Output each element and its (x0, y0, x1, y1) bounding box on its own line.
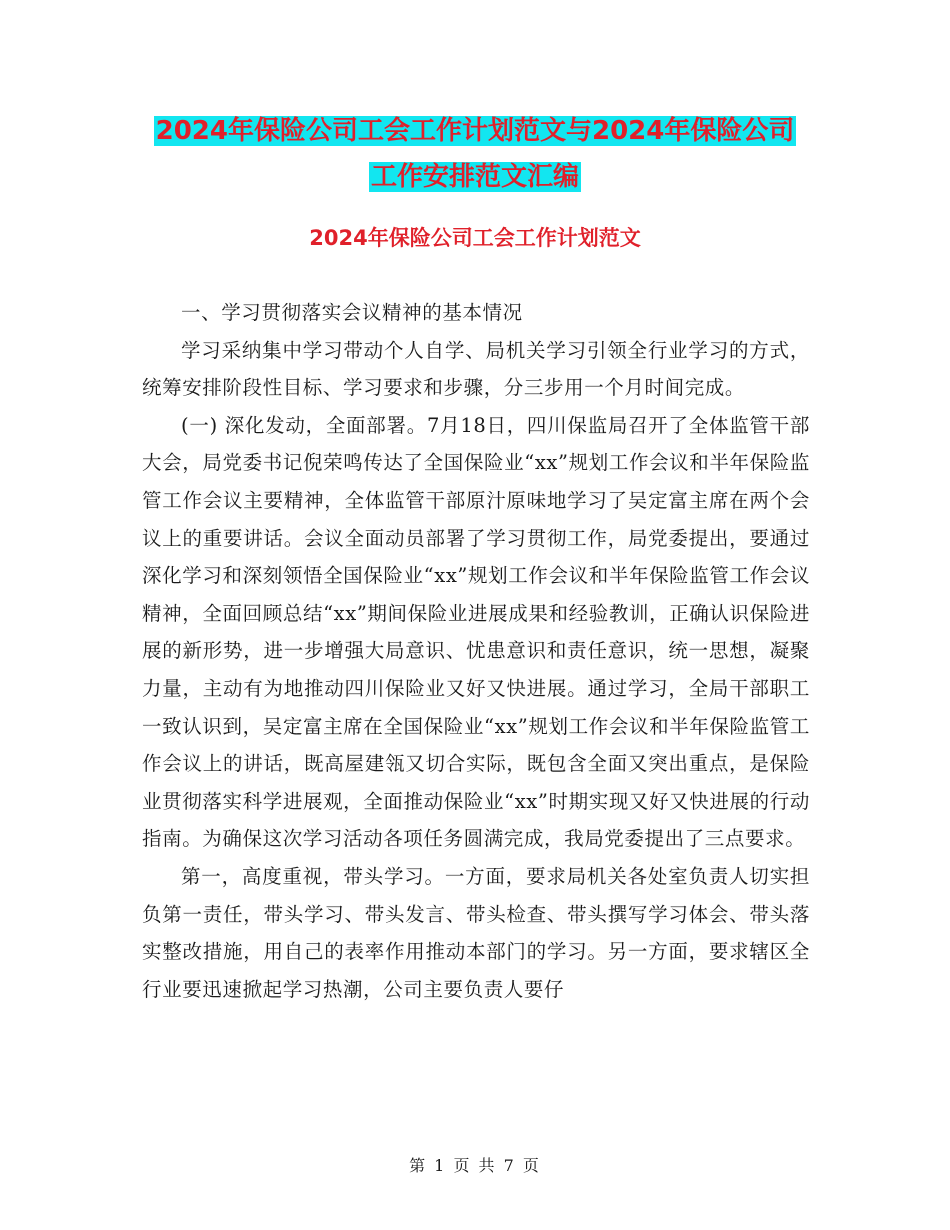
body-paragraph: 学习采纳集中学习带动个人自学、局机关学习引领全行业学习的方式，统筹安排阶段性目标、学习要求和步骤，分三步用一个月时间完成。 (142, 338, 810, 400)
body-paragraph: (一) 深化发动，全面部署。7月18日，四川保监局召开了全体监管干部大会，局党委书记倪荣鸣传达了全国保险业“xx”规划工作会议和半年保险监管工作会议主要精神，全体监管干部原汁原味地学习了吴定富主席在两个会议上的重要讲话。会议全面动员部署了学习贯彻工作，局党委提出，要通过深化学习和深刻领悟全国保险业“xx”规划工作会议和半年保险监管工作会议精神，全面回顾总结“xx”期间保险业进展成果和经验教训，正确认识保险进展的新形势，进一步增强大局意识、忧患意识和责任意识，统一思想，凝聚力量，主动有为地推动四川保险业又好又快进展。通过学习，全局干部职工一致认识到，吴定富主席在全国保险业“xx”规划工作会议和半年保险监管工作会议上的讲话，既高屋建瓴又切合实际，既包含全面又突出重点，是保险业贯彻落实科学进展观，全面推动保险业“xx”时期实现又好又快进展的行动指南。为确保这次学习活动各项任务圆满完成，我局党委提出了三点要求。 (142, 413, 810, 851)
section-subtitle: 2024年保险公司工会工作计划范文 (309, 226, 641, 250)
title-line-2: 工作安排范文汇编 (370, 162, 579, 192)
document-body (142, 294, 810, 1008)
heading-paragraph: 一、学习贯彻落实会议精神的基本情况 (181, 301, 523, 324)
page-footer: 第 1 页 共 7 页 (409, 1156, 541, 1175)
document-title (0, 108, 950, 200)
title-line-1: 2024年保险公司工会工作计划范文与2024年保险公司 (155, 116, 795, 146)
body-paragraph: 第一，高度重视，带头学习。一方面，要求局机关各处室负责人切实担负第一责任，带头学习、带头发言、带头检查、带头撰写学习体会、带头落实整改措施，用自己的表率作用推动本部门的学习。另一方面，要求辖区全行业要迅速掀起学习热潮，公司主要负责人要仔 (142, 864, 810, 1001)
